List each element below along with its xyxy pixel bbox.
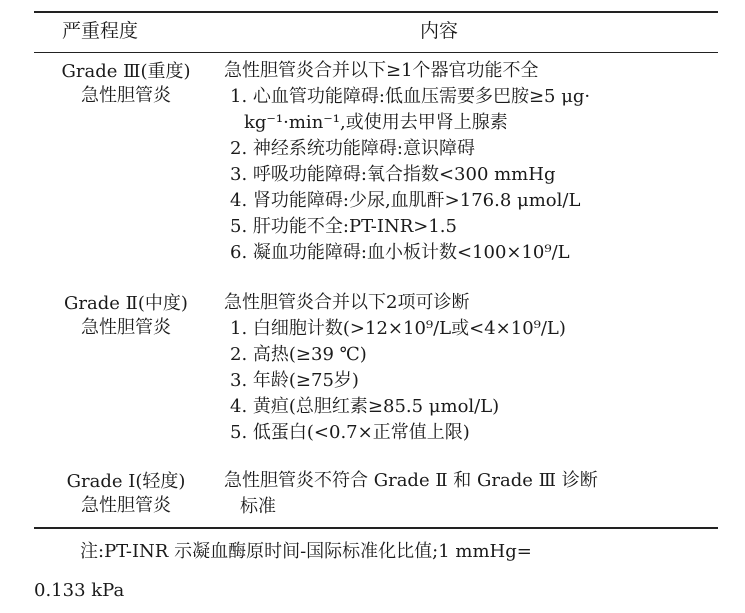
severity-disease: 急性胆管炎 [81, 495, 171, 516]
list-item: 5. 低蛋白(<0.7×正常值上限) [230, 422, 470, 443]
content-title: 急性胆管炎合并以下2项可诊断 [224, 292, 470, 313]
list-item: kg⁻¹·min⁻¹,或使用去甲肾上腺素 [244, 112, 508, 133]
content-title: 急性胆管炎合并以下≥1个器官功能不全 [224, 60, 539, 81]
content-grade-2 [222, 290, 718, 446]
table-header-rule [34, 52, 718, 53]
list-item: 6. 凝血功能障碍:血小板计数<100×10⁹/L [230, 242, 570, 263]
severity-label: Grade Ⅰ(轻度) [66, 471, 186, 492]
content-continuation: 标准 [240, 496, 276, 517]
table-top-rule [34, 11, 718, 13]
severity-grade-3 [34, 60, 218, 108]
severity-disease: 急性胆管炎 [81, 317, 171, 338]
list-item: 5. 肝功能不全:PT-INR>1.5 [230, 216, 457, 237]
header-content: 内容 [420, 20, 459, 42]
content-grade-1 [222, 468, 718, 520]
content-grade-3 [222, 58, 718, 266]
list-item: 2. 神经系统功能障碍:意识障碍 [230, 138, 475, 159]
severity-grade-1 [34, 470, 218, 518]
list-item: 3. 呼吸功能障碍:氧合指数<300 mmHg [230, 164, 556, 185]
list-item: 1. 白细胞计数(>12×10⁹/L或<4×10⁹/L) [230, 318, 566, 339]
severity-grade-2 [34, 292, 218, 340]
severity-label: Grade Ⅲ(重度) [61, 61, 191, 82]
list-item: 2. 高热(≥39 ℃) [230, 344, 367, 365]
severity-label: Grade Ⅱ(中度) [64, 293, 188, 314]
list-item: 4. 肾功能障碍:少尿,血肌酐>176.8 μmol/L [230, 190, 581, 211]
table-bottom-rule [34, 527, 718, 529]
list-item: 4. 黄疸(总胆红素≥85.5 μmol/L) [230, 396, 500, 417]
severity-disease: 急性胆管炎 [81, 85, 171, 106]
header-severity: 严重程度 [62, 20, 139, 42]
content-title: 急性胆管炎不符合 Grade Ⅱ 和 Grade Ⅲ 诊断 [224, 470, 598, 491]
list-item: 1. 心血管功能障碍:低血压需要多巴胺≥5 μg· [230, 86, 591, 107]
table-footnote: 注:PT-INR 示凝血酶原时间-国际标准化比值;1 mmHg= [80, 541, 532, 562]
table-footnote-continuation: 0.133 kPa [34, 580, 125, 601]
list-item: 3. 年龄(≥75岁) [230, 370, 359, 391]
